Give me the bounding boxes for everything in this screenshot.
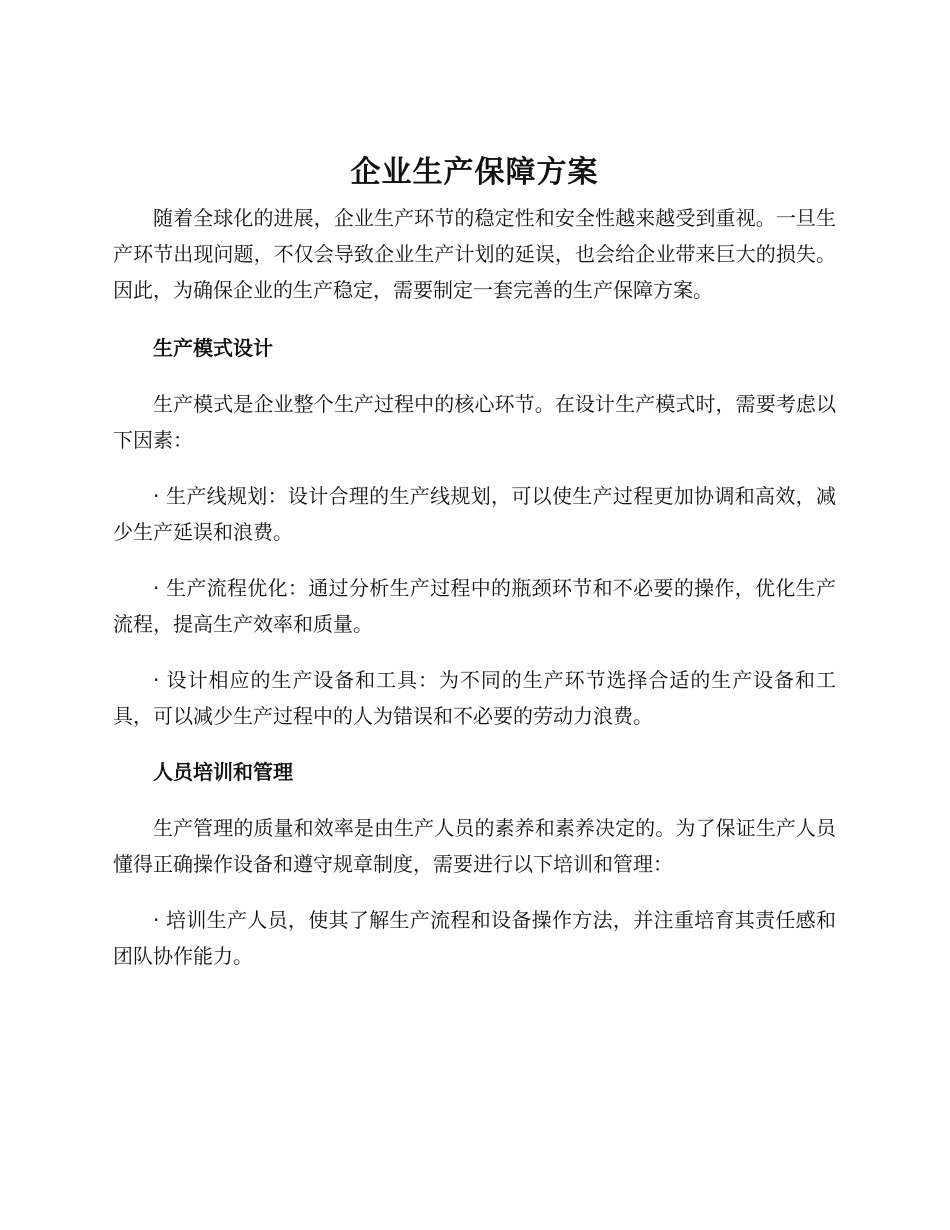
- section-heading: 生产模式设计: [153, 336, 273, 360]
- bullet-item: · 培训生产人员，使其了解生产流程和设备操作方法，并注重培育其责任感和团队协作能力。: [113, 908, 836, 968]
- section-body: 生产模式是企业整个生产过程中的核心环节。在设计生产模式时，需要考虑以下因素：: [113, 392, 836, 452]
- document-title: 企业生产保障方案: [350, 155, 599, 190]
- bullet-item: · 生产流程优化：通过分析生产过程中的瓶颈环节和不必要的操作，优化生产流程，提高生产效率和质量。: [113, 576, 836, 636]
- section-staff-training: [113, 754, 836, 974]
- document-page: [113, 150, 836, 994]
- bullet-item: · 设计相应的生产设备和工具：为不同的生产环节选择合适的生产设备和工具，可以减少生产过程中的人为错误和不必要的劳动力浪费。: [113, 668, 836, 728]
- section-heading: 人员培训和管理: [153, 760, 293, 784]
- bullet-item: · 生产线规划：设计合理的生产线规划，可以使生产过程更加协调和高效，减少生产延误和浪费。: [113, 484, 836, 544]
- intro-paragraph: 随着全球化的进展，企业生产环节的稳定性和安全性越来越受到重视。一旦生产环节出现问题，不仅会导致企业生产计划的延误，也会给企业带来巨大的损失。因此，为确保企业的生产稳定，需要制定一套完善的生产保障方案。: [113, 206, 836, 302]
- section-body: 生产管理的质量和效率是由生产人员的素养和素养决定的。为了保证生产人员懂得正确操作设备和遵守规章制度，需要进行以下培训和管理：: [113, 816, 836, 876]
- section-production-mode: [113, 330, 836, 734]
